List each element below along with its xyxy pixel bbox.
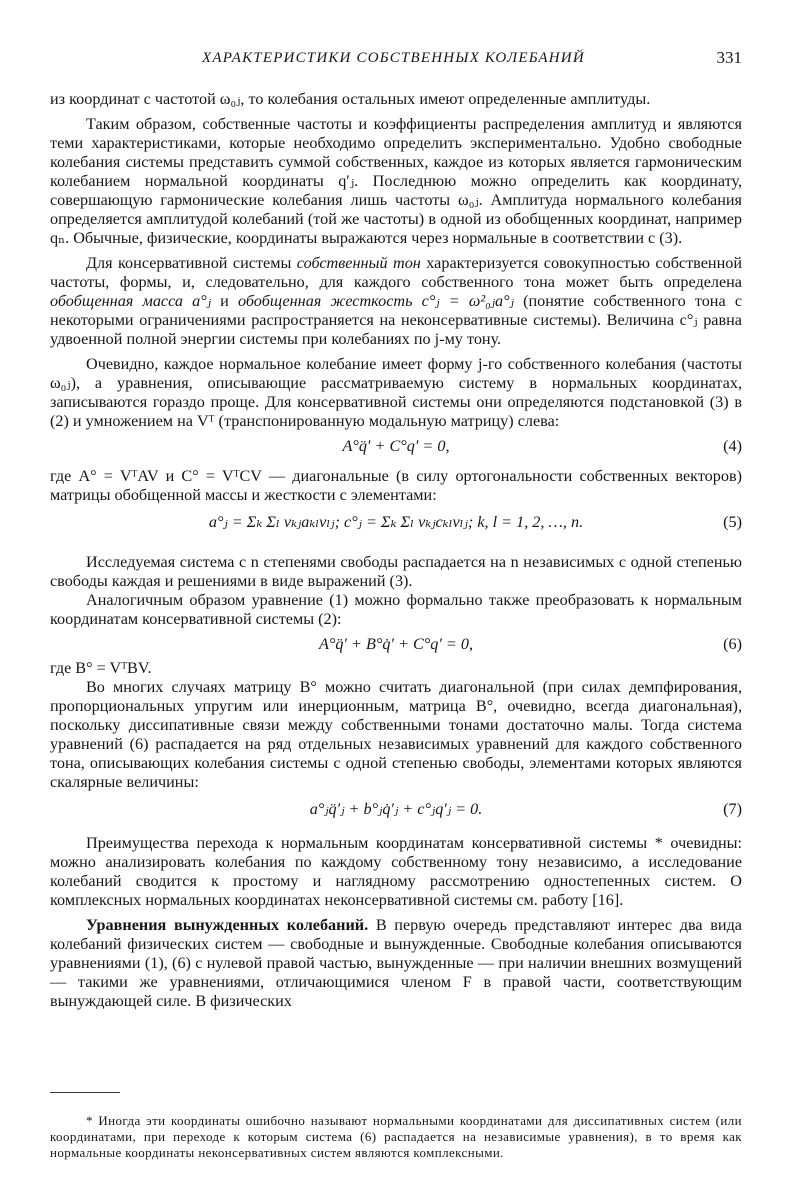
paragraph-3-part-d: (понятие собственного тона с некоторыми ограничениями распространяется на неконсервативные системы). Величина c°ⱼ равна удвоенной полной энергии системы при колебаниях по j-му тону. <box>50 292 743 348</box>
equation-5-formula: a°ⱼ = Σₖ Σₗ vₖⱼaₖₗvₗⱼ; c°ⱼ = Σₖ Σₗ vₖⱼcₖₗvₗⱼ; k, l = 1, 2, …, n. <box>208 513 584 531</box>
equation-7-number: (7) <box>723 800 742 818</box>
footnote-divider <box>50 1092 120 1093</box>
equation-4 <box>50 437 742 467</box>
paragraph-7: Аналогичным образом уравнение (1) можно формально также преобразовать к нормальным координатам консервативной системы (2): <box>50 591 742 628</box>
paragraph-1: из координат с частотой ω₀ⱼ, то колебания остальных имеют определенные амплитуды. <box>50 90 651 108</box>
paragraph-3-part-c: и <box>210 292 238 310</box>
paragraph-3-part-b: характеризуется совокупностью собственной частоты, формы, и, следовательно, для каждого собственного тона может быть определена <box>50 254 743 291</box>
paragraph-11 <box>50 916 742 1011</box>
main-text <box>50 90 742 1011</box>
equation-5 <box>50 505 742 553</box>
equation-4-formula: A°q̈′ + C°q′ = 0, <box>342 437 450 455</box>
equation-6-formula: A°q̈′ + B°q̇′ + C°q′ = 0, <box>318 635 474 653</box>
equation-7-formula: a°ⱼq̈′ⱼ + b°ⱼq̇′ⱼ + c°ⱼq′ⱼ = 0. <box>309 800 483 818</box>
section-heading-forced-oscillations: Уравнения вынужденных колебаний. <box>86 916 369 934</box>
page-header <box>50 50 742 72</box>
equation-5-number: (5) <box>723 513 742 531</box>
paragraph-10: Преимущества перехода к нормальным координатам консервативной системы * очевидны: можно анализировать колебания по каждому собственному тону независимо, а исследование колебаний сводится к простому и наглядному рассмотрению одностепенных систем. О комплексных нормальных координатах неконсервативной системы см. работу [16]. <box>50 834 742 909</box>
term-generalized-mass: обобщенная масса a°ⱼ <box>50 292 211 310</box>
term-generalized-stiffness: обобщенная жесткость c°ⱼ = ω²₀ⱼa°ⱼ <box>238 292 514 310</box>
paragraph-11-text: В первую очередь представляют интерес два вида колебаний физических систем — свободные и вынужденные. Свободные колебания описываются уравнениями (1), (6) с нулевой правой частью, вынужденные — при наличии внешних возмущений — такими же уравнениями, отличающимися членом F в правой части, соответствующим вынуждающей силе. В физических <box>50 916 742 1010</box>
term-eigen-tone: собственный тон <box>296 254 421 272</box>
footnote: * Иногда эти координаты ошибочно называют нормальными координатами для диссипативных систем (или координатами, при переходе к которым система (6) распадается на независимые уравнения), в то время как нормальные координаты неконсервативных систем являются комплексными. <box>50 1113 742 1160</box>
paragraph-6: Исследуемая система с n степенями свободы распадается на n независимых с одной степенью свободы каждая и решениями в виде выражений (3). <box>50 553 742 590</box>
paragraph-3 <box>50 254 742 349</box>
equation-7 <box>50 800 742 834</box>
running-title: ХАРАКТЕРИСТИКИ СОБСТВЕННЫХ КОЛЕБАНИЙ <box>202 50 585 66</box>
paragraph-5: где A° = VᵀAV и C° = VᵀCV — диагональные (в силу ортогональности собственных векторов) матрицы обобщенной массы и жесткости с элементами: <box>50 467 742 504</box>
equation-4-number: (4) <box>723 437 742 455</box>
page-number: 331 <box>716 48 742 67</box>
paragraph-9: Во многих случаях матрицу B° можно считать диагональной (при силах демпфирования, пропорциональных упругим или инерционным, матрица B°, очевидно, всегда диагональная), поскольку диссипативные связи между собственными тонами достаточно малы. Тогда система уравнений (6) распадается на ряд отдельных независимых уравнений для каждого собственного тона, описывающих колебания системы с одной степенью свободы, элементами которых являются скалярные величины: <box>50 678 742 791</box>
equation-6 <box>50 635 742 659</box>
paragraph-8: где B° = VᵀBV. <box>50 659 152 677</box>
paragraph-3-part-a: Для консервативной системы <box>86 254 297 272</box>
paragraph-2: Таким образом, собственные частоты и коэффициенты распределения амплитуд и являются теми характеристиками, которые необходимо определить экспериментально. Удобно свободные колебания системы представить суммой собственных, каждое из которых является гармоническим колебанием нормальной координаты q′ⱼ. Последнюю можно определить как координату, совершающую гармонические колебания лишь частоты ω₀ⱼ. Амплитуда нормального колебания определяется амплитудой колебаний (той же частоты) в одной из обобщенных координат, например qₙ. Обычные, физические, координаты выражаются через нормальные в соответствии с (3). <box>50 115 742 247</box>
paragraph-4: Очевидно, каждое нормальное колебание имеет форму j-го собственного колебания (частоты ω₀ⱼ), а уравнения, описывающие рассматриваемую систему в нормальных координатах, записываются гораздо проще. Для консервативной системы они определяются подстановкой (3) в (2) и умножением на Vᵀ (транспонированную модальную матрицу) слева: <box>50 355 742 430</box>
equation-6-number: (6) <box>723 635 742 653</box>
